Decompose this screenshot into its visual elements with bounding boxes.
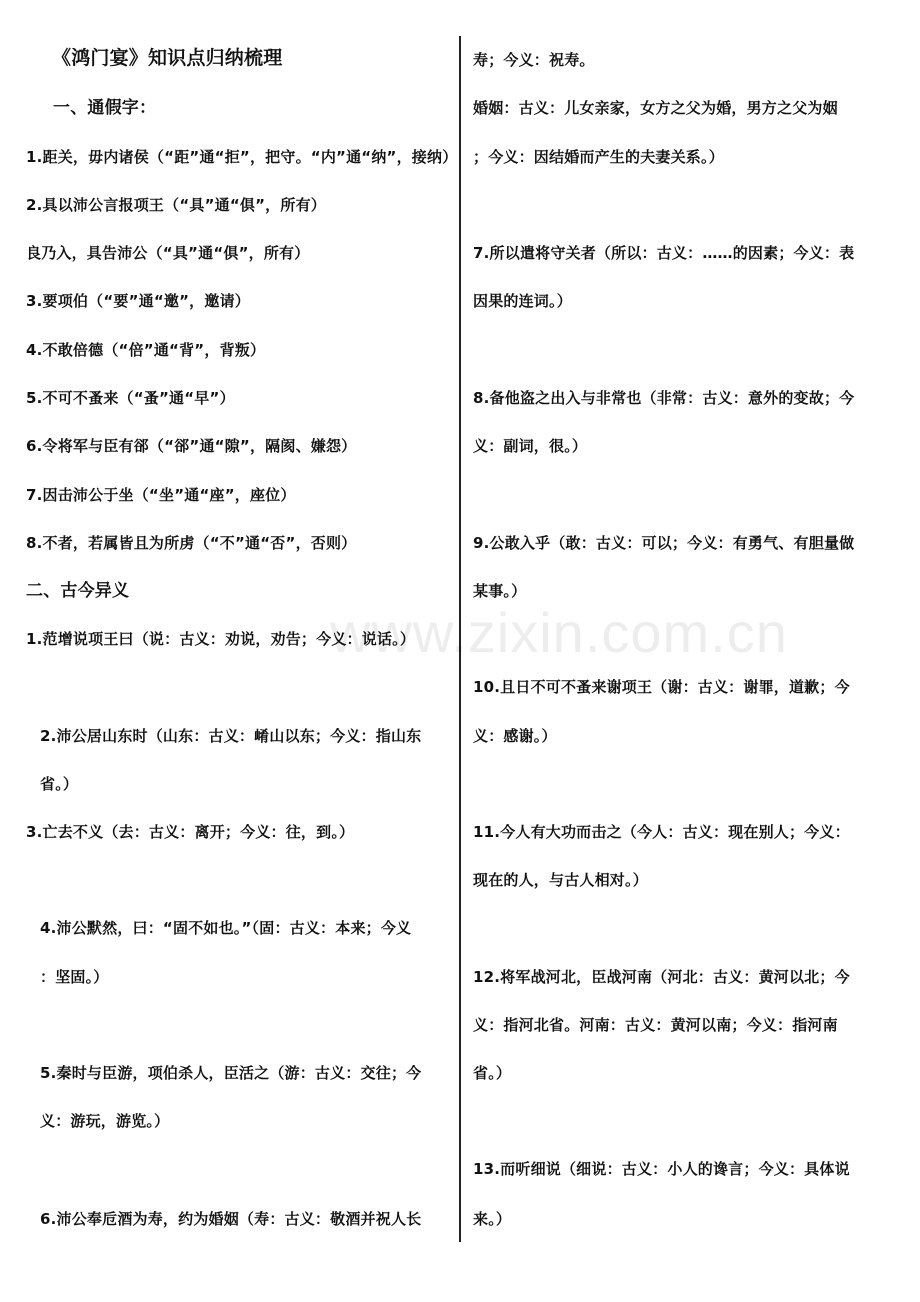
text-line: 1.范增说项王曰（说：古义：劝说，劝告；今义：说话。） <box>26 630 416 648</box>
text-line: 5.不可不蚤来（“蚤”通“早”） <box>26 389 235 407</box>
text-line: 3.亡去不义（去：古义：离开；今义：往，到。） <box>26 823 355 841</box>
text-line: 6.令将军与臣有郤（“郤”通“隙”，隔阂、嫌怨） <box>26 437 357 455</box>
text-line: 4.沛公默然，曰：“固不如也。”（固：古义：本来；今义 <box>40 919 412 937</box>
text-line: 13.而听细说（细说：古义：小人的谗言；今义：具体说 <box>473 1160 850 1178</box>
text-line: 义：指河北省。河南：古义：黄河以南；今义：指河南 <box>473 1016 838 1034</box>
text-line: 义：副词，很。） <box>473 437 588 455</box>
text-line: 2.具以沛公言报项王（“具”通“俱”，所有） <box>26 196 326 214</box>
text-line: 2.沛公居山东时（山东：古义：崤山以东；今义：指山东 <box>40 727 422 745</box>
text-line: 1.距关，毋内诸侯（“距”通“拒”，把守。“内”通“纳”，接纳） <box>26 148 458 166</box>
text-line: ；今义：因结婚而产生的夫妻关系。） <box>473 148 724 166</box>
text-line: 6.沛公奉卮酒为寿，约为婚姻（寿：古义：敬酒并祝人长 <box>40 1210 422 1228</box>
text-line: 婚姻：古义：儿女亲家，女方之父为婚，男方之父为姻 <box>473 99 838 117</box>
text-line: 10.且日不可不蚤来谢项王（谢：古义：谢罪，道歉；今 <box>473 678 850 696</box>
text-line: 省。） <box>473 1064 512 1082</box>
text-line: 现在的人，与古人相对。） <box>473 871 648 889</box>
text-line: 某事。） <box>473 582 527 600</box>
text-line: 9.公敢入乎（敢：古义：可以；今义：有勇气、有胆量做 <box>473 534 855 552</box>
text-line: 良乃入，具告沛公（“具”通“俱”，所有） <box>26 244 310 262</box>
text-line: 义：感谢。） <box>473 727 557 745</box>
text-line: 12.将军战河北，臣战河南（河北：古义：黄河以北；今 <box>473 968 850 986</box>
text-line: 11.今人有大功而击之（今人：古义：现在别人；今义： <box>473 823 850 841</box>
text-line: 5.秦时与臣游，项伯杀人，臣活之（游：古义：交往；今 <box>40 1064 422 1082</box>
text-line: 7.所以遣将守关者（所以：古义：……的因素；今义：表 <box>473 244 855 262</box>
section-heading-gujinyiyi: 二、古今异义 <box>26 581 130 601</box>
text-line: 寿；今义：祝寿。 <box>473 51 595 69</box>
watermark: www.zixin.com.cn <box>330 601 788 664</box>
document-title: 《鸿门宴》知识点归纳梳理 <box>52 47 283 69</box>
text-line: 8.备他盗之出入与非常也（非常：古义：意外的变故；今 <box>473 389 855 407</box>
text-line: 义：游玩，游览。） <box>40 1112 170 1130</box>
section-heading-tongjiazi: 一、通假字： <box>53 98 157 118</box>
text-line: 4.不敢倍德（“倍”通“背”，背叛） <box>26 341 266 359</box>
text-line: 因果的连词。） <box>473 292 572 310</box>
text-line: 8.不者，若属皆且为所虏（“不”通“否”，否则） <box>26 534 357 552</box>
text-line: 省。） <box>40 775 79 793</box>
text-line: 3.要项伯（“要”通“邀”，邀请） <box>26 292 250 310</box>
text-line: 7.因击沛公于坐（“坐”通“座”，座位） <box>26 486 296 504</box>
text-line: ：坚固。） <box>40 968 109 986</box>
text-line: 来。） <box>473 1210 512 1228</box>
